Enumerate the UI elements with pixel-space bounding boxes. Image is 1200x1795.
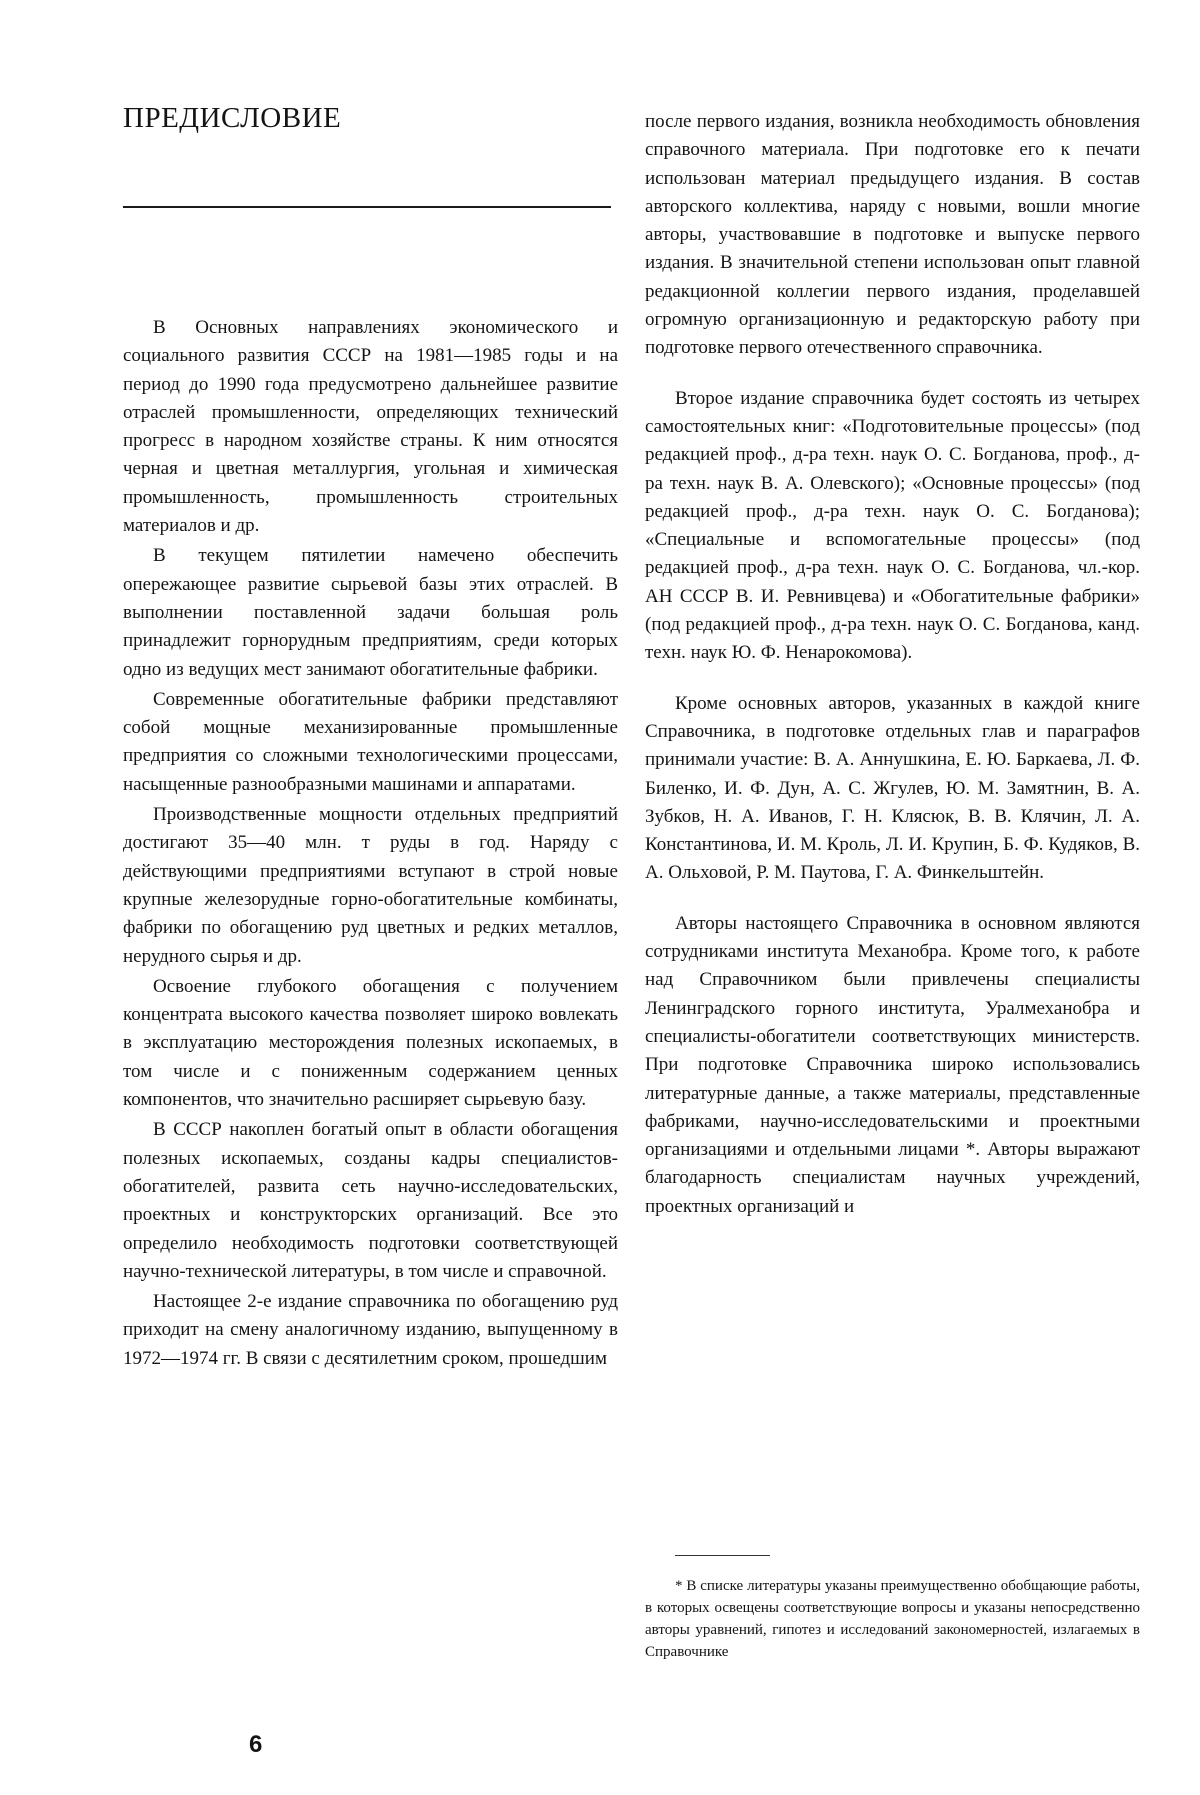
paragraph: В текущем пятилетии намечено обеспечить опережающее развитие сырьевой базы этих отраслей. В выполнении поставленной задачи большая роль принадлежит горнорудным предприятиям, среди которых одно из ведущих мест занимают обогатительные фабрики. (123, 545, 618, 680)
paragraph: Авторы настоящего Справочника в основном являются сотрудниками института Механобра. Кроме того, к работе над Справочником были привлечены специалисты Ленинградского горного института, Уралмеханобра и специалисты-обогатители соответствующих министерств. При подготовке Справочника широко использовались литературные данные, а также материалы, представленные фабриками, научно-исследовательскими и проектными организациями и отдельными лицами *. Авторы выражают благодарность специалистам научных учреждений, проектных организаций и (645, 912, 1140, 1217)
title-divider (123, 206, 611, 208)
paragraph: Второе издание справочника будет состоять из четырех самостоятельных книг: «Подготовительные процессы» (под редакцией проф., д-ра техн. наук О. С. Богданова, проф., д-ра техн. наук В. А. Олевского); «Основные процессы» (под редакцией проф., д-ра техн. наук О. С. Богданова); «Специальные и вспомогательные процессы» (под редакцией проф., д-ра техн. наук О. С. Богданова, чл.-кор. АН СССР В. И. Ревнивцева) и «Обогатительные фабрики» (под редакцией проф., д-ра техн. наук О. С. Богданова, канд. техн. наук Ю. Ф. Ненарокомова). (645, 387, 1140, 664)
paragraph: Освоение глубокого обогащения с получением концентрата высокого качества позволяет широко вовлекать в эксплуатацию месторождения полезных ископаемых, в том числе и с пониженным содержанием ценных компонентов, что значительно расширяет сырьевую базу. (123, 975, 618, 1111)
right-body-text (645, 108, 1140, 1221)
page-number: 6 (249, 1731, 263, 1758)
page-title: ПРЕДИСЛОВИЕ (123, 102, 342, 134)
paragraph: В Основных направлениях экономического и социального развития СССР на 1981—1985 годы и на период до 1990 года предусмотрено дальнейшее развитие отраслей промышленности, определяющих технический прогресс в народном хозяйстве страны. К ним относятся черная и цветная металлургия, угольная и химическая промышленность, промышленность строительных материалов и др. (123, 317, 618, 537)
paragraph: Современные обогатительные фабрики представляют собой мощные механизированные промышленные предприятия со сложными технологическими процессами, насыщенные разнообразными машинами и аппаратами. (123, 688, 618, 795)
paragraph: В СССР накоплен богатый опыт в области обогащения полезных ископаемых, созданы кадры специалистов-обогатителей, развита сеть научно-исследовательских, проектных и конструкторских организаций. Все это определило необходимость подготовки соответствующей научно-технической литературы, в том числе и справочной. (123, 1119, 618, 1282)
footnote-divider (675, 1555, 770, 1556)
paragraph: Производственные мощности отдельных предприятий достигают 35—40 млн. т руды в год. Наряду с действующими предприятиями вступают в строй новые крупные железорудные горно-обогатительные комбинаты, фабрики по обогащению руд цветных и редких металлов, нерудного сырья и др. (123, 804, 618, 967)
paragraph: после первого издания, возникла необходимость обновления справочного материала. При подготовке его к печати использован материал предыдущего издания. В состав авторского коллектива, наряду с новыми, вошли многие авторы, участвовавшие в подготовке и выпуске первого издания. В значительной степени использован опыт главной редакционной коллегии первого издания, проделавшей огромную организационную и редакторскую работу при подготовке первого отечественного справочника. (645, 111, 1140, 359)
paragraph: Настоящее 2-е издание справочника по обогащению руд приходит на смену аналогичному изданию, выпущенному в 1972—1974 гг. В связи с десятилетним сроком, прошедшим (123, 1291, 618, 1369)
paragraph: Кроме основных авторов, указанных в каждой книге Справочника, в подготовке отдельных глав и параграфов принимали участие: В. А. Аннушкина, Е. Ю. Баркаева, Л. Ф. Биленко, И. Ф. Дун, А. С. Жгулев, Ю. М. Замятнин, В. А. Зубков, Н. А. Иванов, Г. Н. Клясюк, В. В. Клячин, Л. А. Константинова, И. М. Кроль, Л. И. Крупин, Б. Ф. Кудяков, В. А. Ольховой, Р. М. Паутова, Г. А. Финкельштейн. (645, 692, 1140, 884)
left-body-text (123, 314, 618, 1373)
footnote: * В списке литературы указаны преимущественно обобщающие работы, в которых освещены соответствующие вопросы и указаны непосредственно авторы уравнений, гипотез и исследований закономерностей, излагаемых в Справочнике (645, 1578, 1140, 1660)
